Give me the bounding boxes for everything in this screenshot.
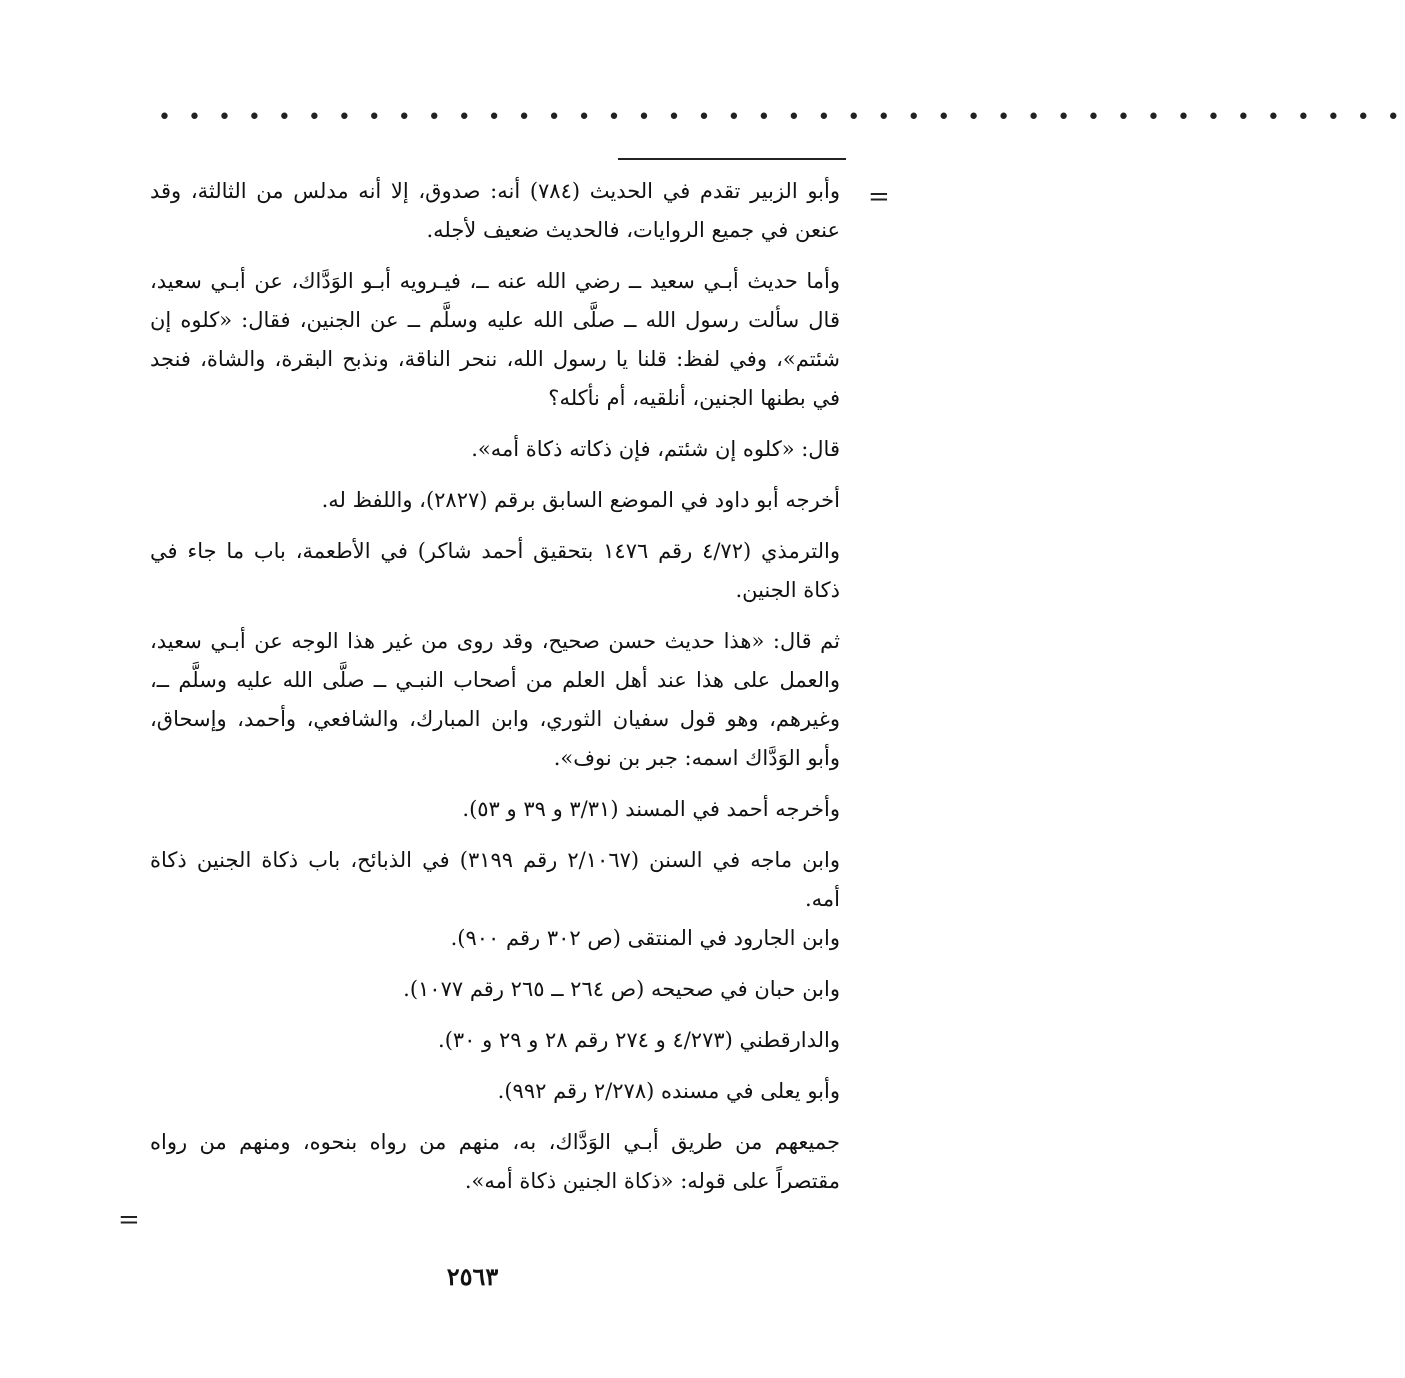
page-number: ٢٥٦٣ bbox=[446, 1262, 499, 1291]
paragraph: وابن حبان في صحيحه (ص ٢٦٤ ــ ٢٦٥ رقم ١٠٧٧). bbox=[403, 977, 840, 1001]
paragraph: وأبو يعلى في مسنده (٢/٢٧٨ رقم ٩٩٢). bbox=[497, 1079, 840, 1103]
paragraph: وأبو الزبير تقدم في الحديث (٧٨٤) أنه: صدوق، إلا أنه مدلس من الثالثة، وقد عنعن في جميع الروايات، فالحديث ضعيف لأجله. bbox=[150, 179, 841, 242]
paragraph: وأخرجه أحمد في المسند (٣/٣١ و ٣٩ و ٥٣). bbox=[462, 797, 840, 821]
paragraph: والدارقطني (٤/٢٧٣ و ٢٧٤ رقم ٢٨ و ٢٩ و ٣٠). bbox=[438, 1028, 840, 1052]
dotted-separator: • • • • • • • • • • • • • • • • • • • • • • • • • • • • • • • • • • • • • • • • • • bbox=[158, 105, 1405, 130]
paragraph: والترمذي (٤/٧٢ رقم ١٤٧٦ بتحقيق أحمد شاكر) في الأطعمة، باب ما جاء في ذكاة الجنين. bbox=[150, 539, 840, 602]
paragraph: جميعهم من طريق أبـي الوَدَّاك، به، منهم من رواه بنحوه، ومنهم من رواه مقتصراً على قوله: «ذكاة الجنين ذكاة أمه». bbox=[150, 1130, 840, 1193]
paragraph: وأما حديث أبـي سعيد ــ رضي الله عنه ــ، فيـرويه أبـو الوَدَّاك، عن أبـي سعيد، قال سألت رسول الله ــ صلَّى الله عليه وسلَّم ــ عن الجنين، فقال: «كلوه إن شئتم»، وفي لفظ: قلنا يا رسول الله، ننحر الناقة، ونذبح البقرة، والشاة، فنجد في بطنها الجنين، أنلقيه، أم نأكله؟ bbox=[150, 269, 840, 410]
paragraph: وابن ماجه في السنن (٢/١٠٦٧ رقم ٣١٩٩) في الذبائح، باب ذكاة الجنين ذكاة أمه. bbox=[150, 848, 840, 911]
footnote-body bbox=[150, 172, 840, 1213]
continuation-marker-top: = bbox=[868, 182, 890, 212]
paragraph: أخرجه أبو داود في الموضع السابق برقم (٢٨٢٧)، واللفظ له. bbox=[321, 488, 840, 512]
paragraph: قال: «كلوه إن شئتم، فإن ذكاته ذكاة أمه». bbox=[471, 437, 840, 461]
paragraph: وابن الجارود في المنتقى (ص ٣٠٢ رقم ٩٠٠). bbox=[450, 926, 840, 950]
paragraph: ثم قال: «هذا حديث حسن صحيح، وقد روى من غير هذا الوجه عن أبـي سعيد، والعمل على هذا عند أهل العلم من أصحاب النبـي ــ صلَّى الله عليه وسلَّم ــ، وغيرهم، وهو قول سفيان الثوري، وابن المبارك، والشافعي، وأحمد، وإسحاق، وأبو الوَدَّاك اسمه: جبر بن نوف». bbox=[150, 629, 840, 770]
continuation-marker-bottom: = bbox=[118, 1205, 140, 1235]
footnote-rule bbox=[618, 158, 846, 160]
